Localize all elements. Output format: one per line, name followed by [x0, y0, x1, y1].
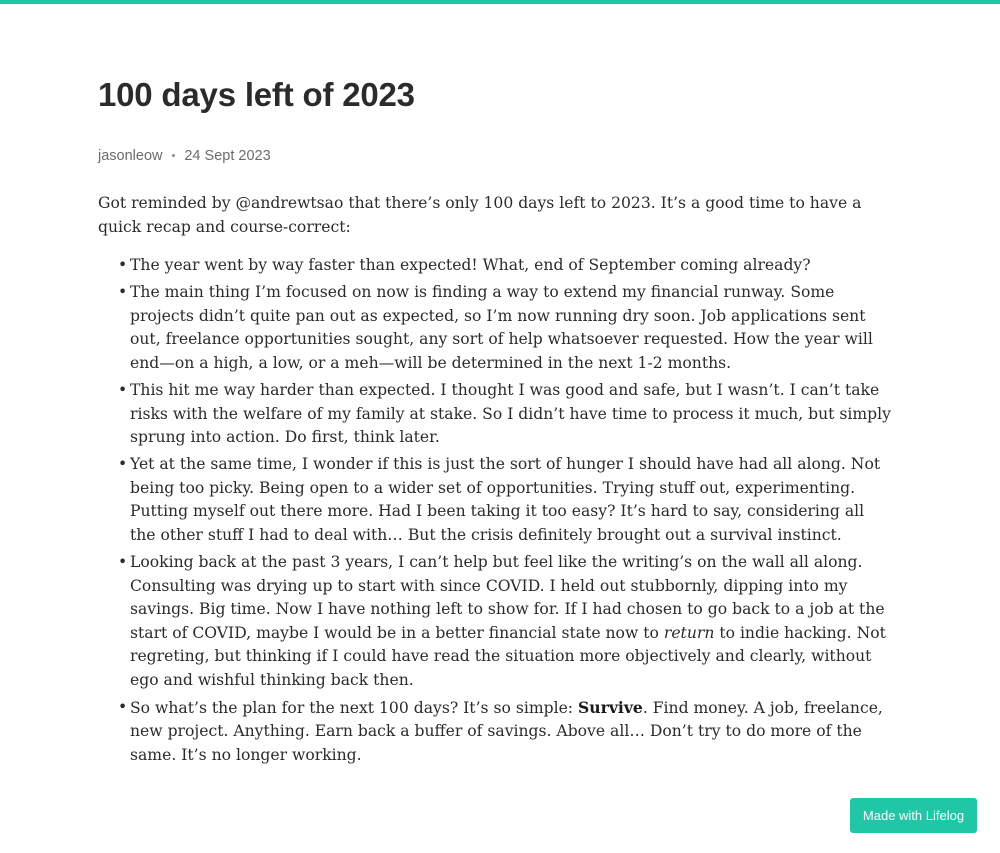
list-item: [118, 551, 894, 692]
post-meta: [98, 148, 271, 164]
post-title: 100 days left of 2023: [98, 76, 415, 113]
list-item: [118, 379, 894, 450]
author-name[interactable]: jasonleow: [98, 148, 163, 164]
list-item: [118, 254, 894, 278]
list-item: [118, 696, 894, 768]
made-with-lifelog-button[interactable]: Made with Lifelog: [850, 798, 977, 833]
post-date: 24 Sept 2023: [184, 148, 271, 164]
strong-text: Survive: [578, 697, 643, 717]
list-item-text: Yet at the same time, I wonder if this is just the sort of hunger I should have had all along. Not being too picky. Being open to a wider set of opportunities. Trying stuff out, experimenting. Putting myself out there more. Had I been taking it too easy? It’s hard to say, considering all the other stuff I had to deal with… But the crisis definitely brought out a survival instinct.: [130, 455, 881, 544]
meta-separator-dot: •: [171, 150, 176, 162]
list-item-text: The year went by way faster than expected! What, end of September coming already?: [130, 256, 811, 274]
intro-paragraph: Got reminded by @andrewtsao that there’s only 100 days left to 2023. It’s a good time to have a quick recap and course-correct:: [98, 194, 862, 236]
bullet: •: [118, 256, 128, 274]
recap-list: [98, 254, 894, 767]
list-item-text: This hit me way harder than expected. I thought I was good and safe, but I wasn’t. I can’t take risks with the welfare of my family at stake. So I didn’t have time to process it much, but simply sprung into action. Do first, think later.: [130, 381, 891, 447]
list-item-text: So what’s the plan for the next 100 days? It’s so simple:: [130, 698, 579, 717]
emphasis-text: return: [663, 623, 715, 642]
list-item: [118, 281, 894, 375]
list-item-text: . Find money. A job, freelance, new project. Anything. Earn back a buffer of savings. Above all… Don’t try to do more of the same. It’s no longer working.: [130, 698, 883, 764]
list-item: [118, 453, 894, 547]
bullet: •: [118, 455, 128, 474]
top-accent-bar: [0, 0, 1000, 4]
bullet: •: [118, 283, 128, 302]
list-item-text: The main thing I’m focused on now is finding a way to extend my financial runway. Some projects didn’t quite pan out as expected, so I’m now running dry soon. Job applications sent out, freelance opportunities sought, any sort of help whatsoever requested. How the year will end—on a high, a low, or a meh—will be determined in the next 1-2 months.: [130, 283, 873, 372]
bullet: •: [118, 381, 128, 400]
list-item-text: Looking back at the past 3 years, I can’t help but feel like the writing’s on the wall all along. Consulting was drying up to start with since COVID. I held out stubbornly, dipping into my savings. Big time. Now I have nothing left to show for. If I had chosen to go back to a job at the start of COVID, maybe I would be in a better financial state now to: [130, 553, 885, 642]
bullet: •: [118, 553, 128, 572]
bullet: •: [118, 697, 128, 716]
list-item-text: to indie hacking. Not regreting, but thinking if I could have read the situation more objectively and clearly, without ego and wishful thinking back then.: [130, 623, 886, 689]
post-content: [98, 192, 894, 771]
